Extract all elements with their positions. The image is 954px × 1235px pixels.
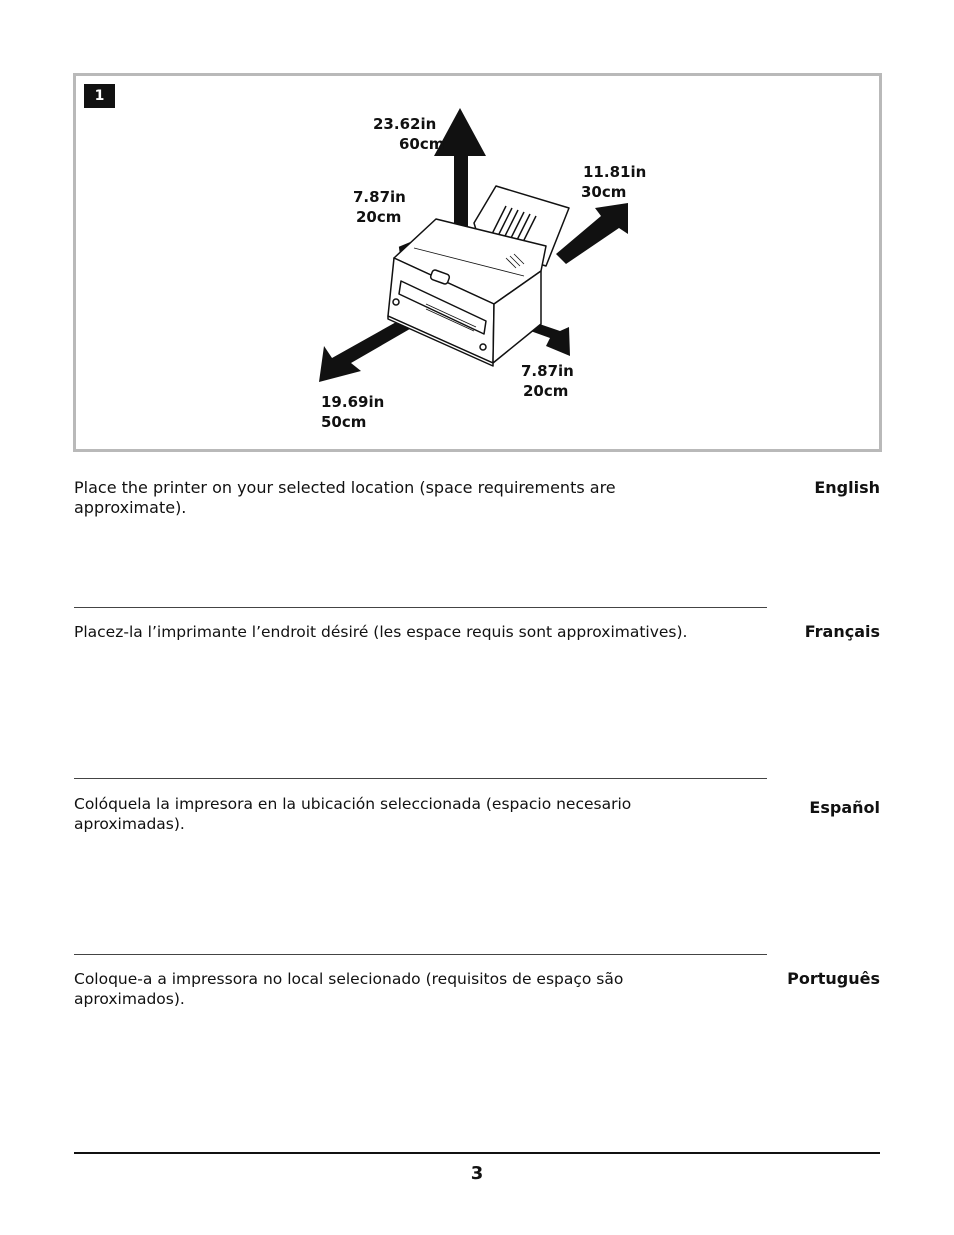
- dimension-right: [521, 361, 574, 401]
- dimension-left-metric: 20cm: [356, 208, 402, 226]
- instruction-text: Colóquela la impresora en la ubicación seleccionada (espacio necesario aproximadas).: [74, 795, 632, 833]
- dimension-up-imperial: 23.62in: [373, 115, 437, 133]
- step-number-badge: 1: [84, 84, 115, 108]
- footer-divider: [74, 1152, 880, 1154]
- dimension-up: [373, 114, 444, 154]
- language-label: Español: [809, 798, 880, 817]
- dimension-back: [583, 162, 646, 202]
- instruction-text: Placez-la l’imprimante l’endroit désiré (les espace requis sont approximatives).: [74, 623, 688, 641]
- dimension-left: [353, 187, 406, 227]
- section-divider: [74, 954, 767, 955]
- language-label: Português: [787, 969, 880, 988]
- instruction-text: Place the printer on your selected location (space requirements are approximate).: [74, 478, 616, 517]
- printer-illustration: [388, 186, 569, 366]
- section-divider: [74, 778, 767, 779]
- language-label: English: [814, 478, 880, 497]
- printer-placement-figure: [73, 73, 882, 452]
- language-label: Français: [804, 622, 880, 641]
- section-divider: [74, 607, 767, 608]
- dimension-back-imperial: 11.81in: [583, 163, 647, 181]
- dimension-up-metric: 60cm: [399, 135, 445, 153]
- dimension-left-imperial: 7.87in: [353, 188, 406, 206]
- printer-clearance-diagram: [76, 76, 879, 449]
- dimension-front-imperial: 19.69in: [321, 393, 385, 411]
- page-number: 3: [470, 1163, 484, 1184]
- dimension-front-metric: 50cm: [321, 413, 367, 431]
- dimension-right-imperial: 7.87in: [521, 362, 574, 380]
- instruction-text: Coloque-a a impressora no local selecionado (requisitos de espaço são aproximados).: [74, 970, 624, 1008]
- dimension-front: [321, 392, 384, 432]
- dimension-back-metric: 30cm: [581, 183, 627, 201]
- dimension-right-metric: 20cm: [523, 382, 569, 400]
